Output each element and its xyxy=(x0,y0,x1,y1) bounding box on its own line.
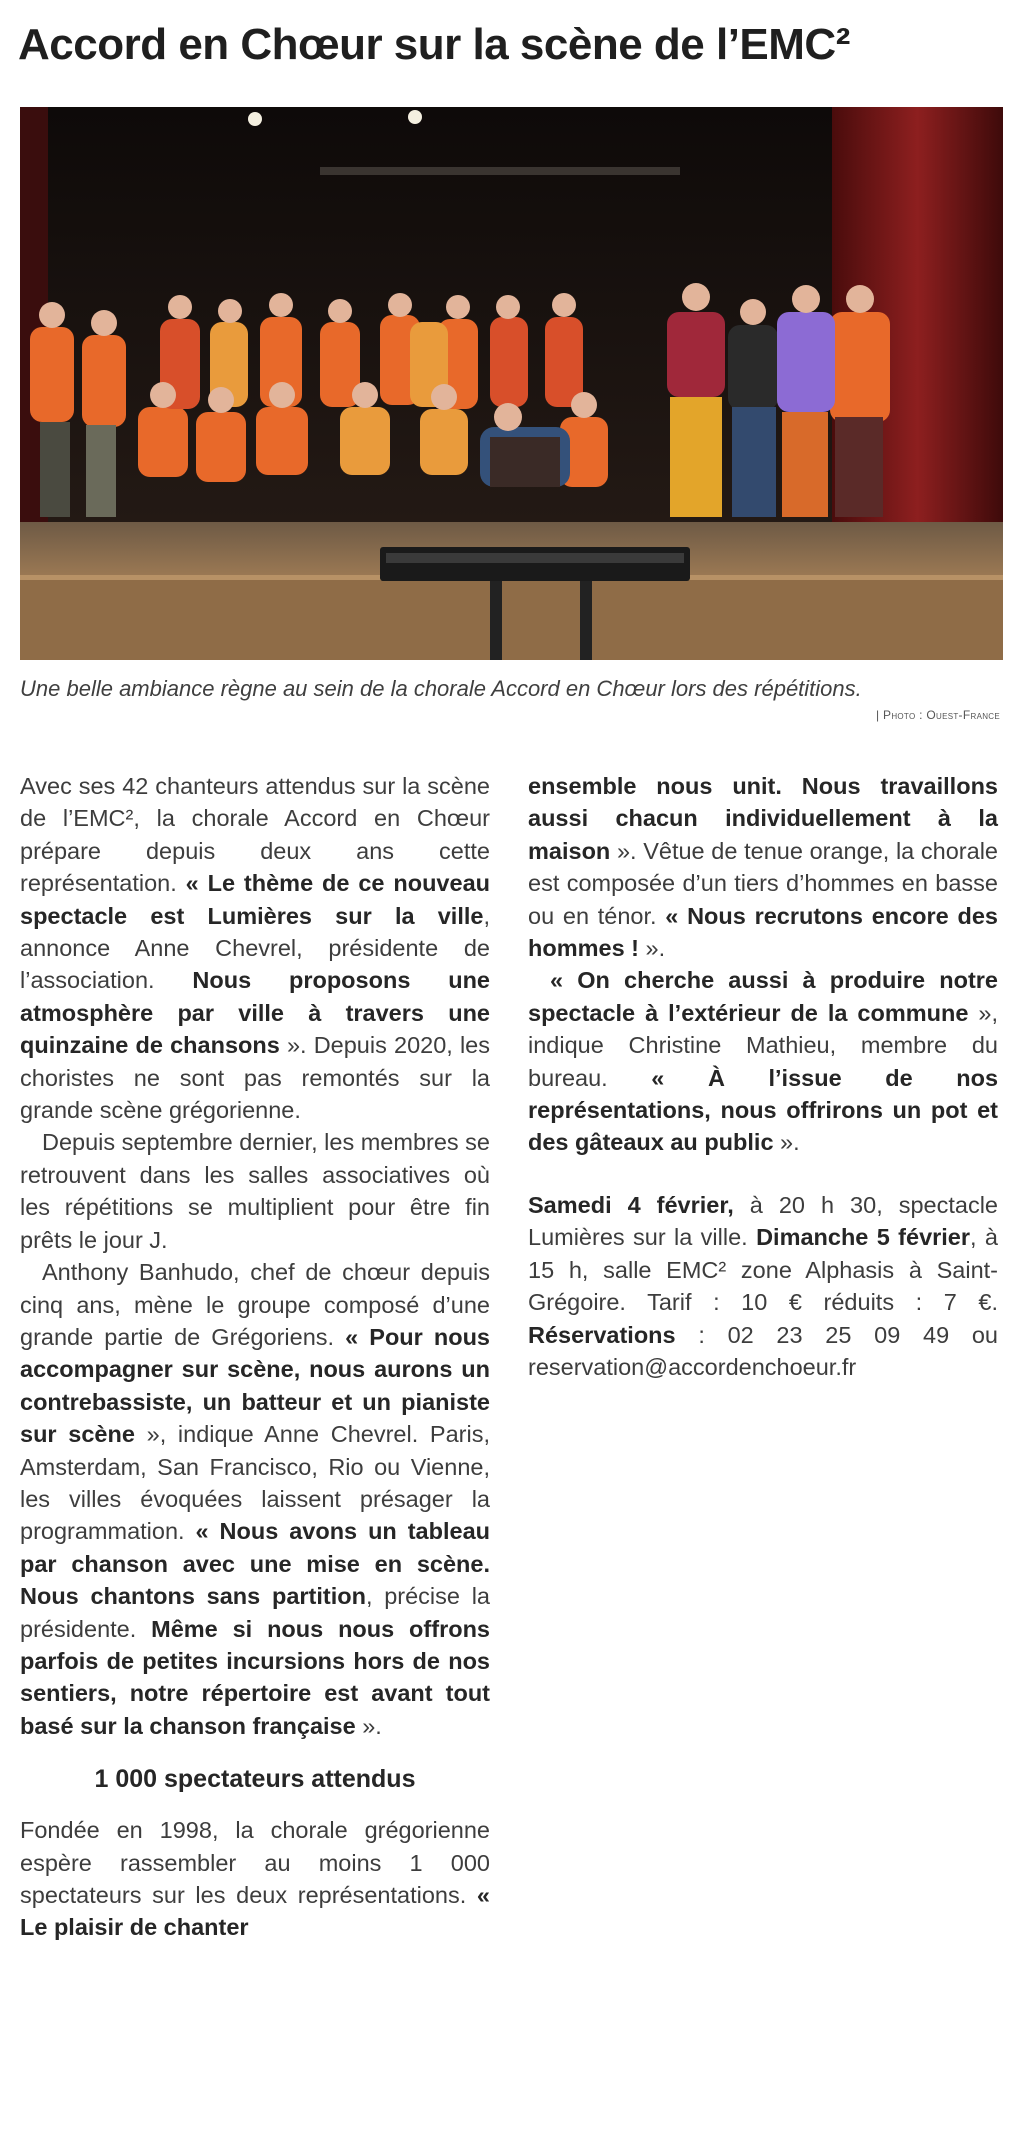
text-run: », indique Christine Mathieu, membre du bureau. xyxy=(528,999,998,1091)
text-run: Depuis septembre dernier, les membres se retrouvent dans les salles associatives où les répétitions se multiplient pour être fin prêts le jour J. xyxy=(20,1129,491,1253)
text-run: ». xyxy=(645,935,666,962)
bold-quote: Samedi 4 février, xyxy=(528,1191,734,1218)
bold-quote: « Nous avons un tableau par chanson avec une mise en scène. Nous chantons sans partition xyxy=(20,1518,490,1610)
paragraph xyxy=(528,964,998,1158)
text-run: ». Depuis 2020, les choristes ne sont pas remontés sur la grande scène grégorienne. xyxy=(20,1032,490,1124)
stage-illustration xyxy=(20,107,1003,660)
subheading: 1 000 spectateurs attendus xyxy=(94,1765,416,1794)
photo-caption: Une belle ambiance règne au sein de la chorale Accord en Chœur lors des répétitions. xyxy=(20,676,862,701)
bold-quote: Nous proposons une atmosphère par ville à travers une quinzaine de chansons xyxy=(20,967,491,1059)
choir-photo xyxy=(20,107,1003,660)
spacer xyxy=(528,1159,998,1189)
bold-quote: Dimanche 5 février xyxy=(756,1224,971,1251)
article-column-2 xyxy=(528,770,998,1383)
text-run: , à 15 h, salle EMC² zone Alphasis à Saint-Grégoire. Tarif : 10 € réduits : 7 €. xyxy=(528,1224,998,1316)
paragraph xyxy=(20,1814,490,1944)
event-info xyxy=(528,1189,998,1383)
paragraph xyxy=(528,770,998,964)
bold-quote: « On cherche aussi à produire notre spectacle à l’extérieur de la commune xyxy=(528,967,998,1026)
text-run: , précise la présidente. xyxy=(20,1583,490,1642)
text-run: , annonce Anne Chevrel, présidente de l’association. xyxy=(20,902,490,994)
article-column-1 xyxy=(20,770,490,1944)
paragraph xyxy=(20,1126,490,1256)
text-run: : 02 23 25 09 49 ou reservation@accordenchoeur.fr xyxy=(528,1321,998,1380)
headline: Accord en Chœur sur la scène de l’EMC² xyxy=(18,20,850,69)
bold-quote: « Pour nous accompagner sur scène, nous aurons un contrebassiste, un batteur et un pianiste sur scène xyxy=(20,1323,490,1448)
text-run: Avec ses 42 chanteurs attendus sur la scène de l’EMC², la chorale Accord en Chœur prépare depuis deux ans cette représentation. xyxy=(20,773,490,897)
photo-credit: | Photo : Ouest-France xyxy=(875,708,1000,722)
text-run: Anthony Banhudo, chef de chœur depuis cinq ans, mène le groupe composé d’une grande partie de Grégoriens. xyxy=(20,1259,490,1350)
text-run: », indique Anne Chevrel. Paris, Amsterdam, San Francisco, Rio ou Vienne, les villes évoquées laissent présager la programmation. xyxy=(20,1421,491,1545)
text-run: ». xyxy=(773,1129,800,1156)
text-run: Fondée en 1998, la chorale grégorienne espère rassembler au moins 1 000 spectateurs sur les deux représentations. xyxy=(20,1817,490,1908)
bold-quote: Même si nous nous offrons parfois de petites incursions hors de nos sentiers, notre répertoire est avant tout basé sur la chanson française xyxy=(20,1615,490,1739)
bold-quote: « Le plaisir de chanter xyxy=(20,1882,490,1941)
bold-quote: « Nous recrutons encore des hommes ! xyxy=(528,902,998,962)
text-run: ». xyxy=(355,1712,382,1739)
bold-quote: ensemble nous unit. Nous travaillons aussi chacun individuellement à la maison xyxy=(528,773,998,864)
bold-quote: Réservations xyxy=(528,1321,676,1348)
text-run: à 20 h 30, spectacle Lumières sur la ville. xyxy=(528,1191,999,1251)
paragraph xyxy=(20,770,490,1126)
paragraph xyxy=(20,1256,490,1742)
text-run: ». Vêtue de tenue orange, la chorale est composée d’un tiers d’hommes en basse ou en ténor. xyxy=(528,837,998,929)
bold-quote: « À l’issue de nos représentations, nous offrirons un pot et des gâteaux au public xyxy=(528,1064,999,1156)
bold-quote: « Le thème de ce nouveau spectacle est Lumières sur la ville xyxy=(20,870,490,929)
